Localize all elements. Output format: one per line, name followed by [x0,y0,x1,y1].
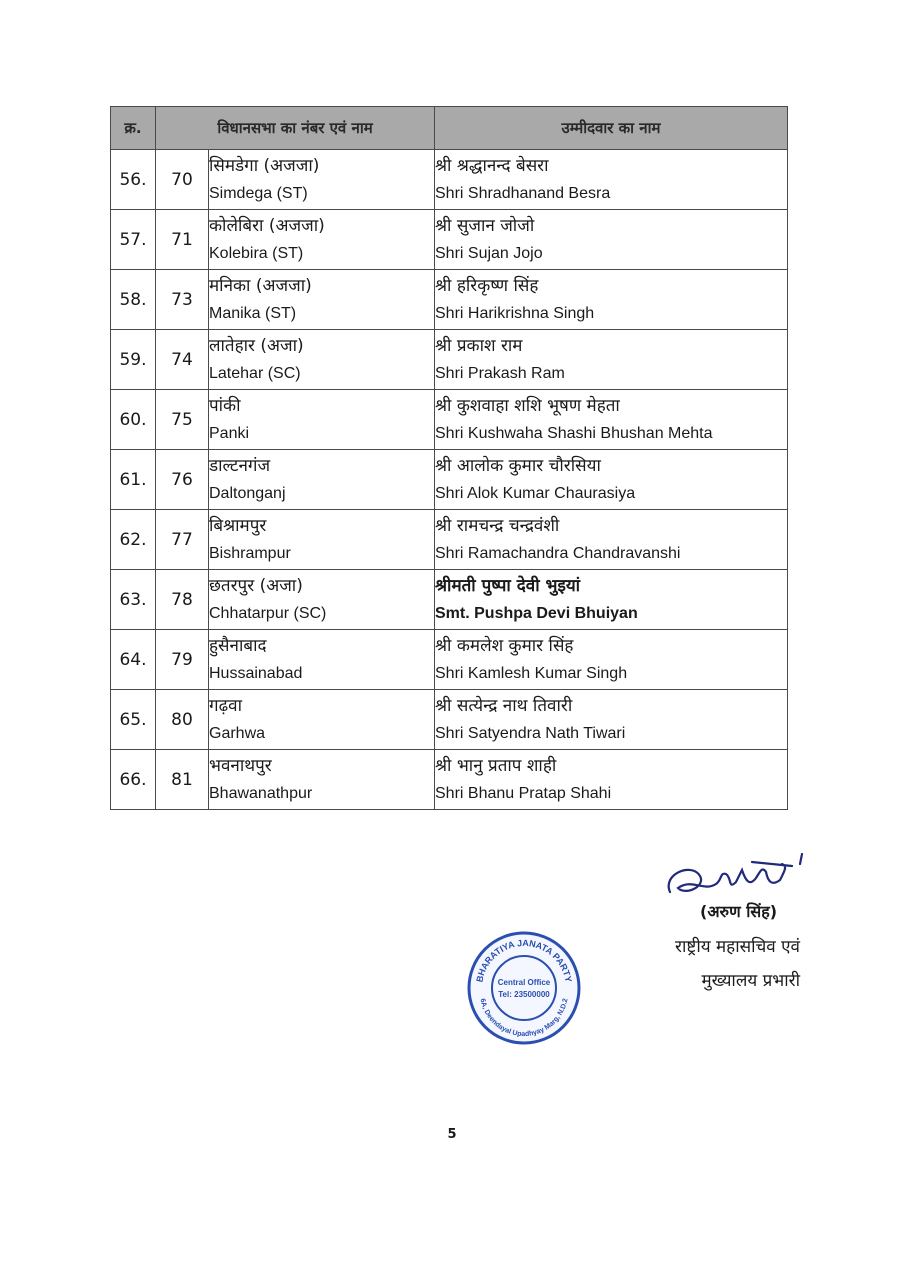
candidate-cell [435,210,788,270]
signatory-name: (अरुण सिंह) [700,902,778,921]
party-seal [464,928,584,1052]
ac-number-cell: 77 [156,510,209,570]
header-serial: क्र. [111,107,156,150]
designation-line-2: मुख्यालय प्रभारी [701,971,800,991]
constituency-english: Kolebira (ST) [209,244,304,262]
ac-number-cell: 80 [156,690,209,750]
serial-cell: 60. [111,390,156,450]
candidate-hindi: श्री कमलेश कुमार सिंह [435,635,574,656]
candidate-english: Smt. Pushpa Devi Bhuiyan [435,604,638,622]
candidate-hindi: श्री हरिकृष्ण सिंह [435,275,539,296]
candidate-english: Shri Prakash Ram [435,364,565,382]
candidate-cell [435,270,788,330]
table-row [111,690,788,750]
constituency-hindi: कोलेबिरा (अजजा) [209,215,325,236]
ac-number-cell: 76 [156,450,209,510]
constituency-english: Simdega (ST) [209,184,308,202]
candidate-hindi: श्री प्रकाश राम [435,335,523,356]
constituency-english: Hussainabad [209,664,303,682]
serial-cell: 65. [111,690,156,750]
constituency-hindi: डाल्टनगंज [209,455,271,476]
constituency-english: Bishrampur [209,544,291,562]
constituency-cell [209,630,435,690]
candidate-cell [435,570,788,630]
ac-number-cell: 79 [156,630,209,690]
constituency-hindi: बिश्रामपुर [209,515,267,536]
constituency-hindi: छतरपुर (अजा) [209,575,303,596]
candidate-cell [435,450,788,510]
seal-office: Central Office [497,978,551,987]
candidate-english: Shri Ramachandra Chandravanshi [435,544,681,562]
candidate-english: Shri Harikrishna Singh [435,304,595,322]
serial-cell: 56. [111,150,156,210]
ac-number-cell: 73 [156,270,209,330]
seal-outer-text: BHARATIYA JANATA PARTY [474,937,574,984]
candidate-english: Shri Kushwaha Shashi Bhushan Mehta [435,424,713,442]
constituency-hindi: गढ़वा [209,695,242,716]
constituency-cell [209,330,435,390]
ac-number-cell: 71 [156,210,209,270]
table-row [111,750,788,810]
candidate-hindi: श्री सत्येन्द्र नाथ तिवारी [435,695,573,716]
candidate-english: Shri Satyendra Nath Tiwari [435,724,626,742]
constituency-hindi: हुसैनाबाद [209,635,267,656]
table-row [111,210,788,270]
serial-cell: 66. [111,750,156,810]
candidate-english: Shri Shradhanand Besra [435,184,611,202]
candidate-hindi: श्री कुशवाहा शशि भूषण मेहता [435,395,620,416]
constituency-hindi: लातेहार (अजा) [209,335,304,356]
constituency-cell [209,450,435,510]
table-body [111,150,788,810]
ac-number-cell: 78 [156,570,209,630]
candidate-cell [435,630,788,690]
serial-cell: 61. [111,450,156,510]
candidate-cell [435,390,788,450]
serial-cell: 57. [111,210,156,270]
constituency-cell [209,510,435,570]
constituency-cell [209,270,435,330]
page-number: 5 [447,1127,457,1142]
candidate-hindi: श्री भानु प्रताप शाही [435,755,557,776]
constituency-hindi: पांकी [209,395,241,416]
ac-number-cell: 70 [156,150,209,210]
serial-cell: 59. [111,330,156,390]
header-assembly: विधानसभा का नंबर एवं नाम [156,107,435,150]
ac-number-cell: 75 [156,390,209,450]
table-row [111,570,788,630]
table-row [111,630,788,690]
candidate-cell [435,330,788,390]
seal-address-text: 6A, Deendayal Upadhyay Marg, N.D.2 [478,997,570,1039]
constituency-english: Latehar (SC) [209,364,301,382]
table-header-row [111,107,788,150]
constituency-hindi: मनिका (अजजा) [209,275,312,296]
constituency-cell [209,210,435,270]
ac-number-cell: 74 [156,330,209,390]
candidate-cell [435,510,788,570]
constituency-english: Chhatarpur (SC) [209,604,327,622]
constituency-hindi: सिमडेगा (अजजा) [209,155,320,176]
serial-cell: 62. [111,510,156,570]
constituency-english: Daltonganj [209,484,286,502]
constituency-cell [209,690,435,750]
signatory-designation [600,930,800,998]
header-candidate: उम्मीदवार का नाम [435,107,788,150]
constituency-cell [209,150,435,210]
candidate-cell [435,690,788,750]
seal-phone: Tel: 23500000 [498,990,550,999]
candidate-english: Shri Kamlesh Kumar Singh [435,664,628,682]
constituency-english: Panki [209,424,250,442]
candidate-english: Shri Alok Kumar Chaurasiya [435,484,636,502]
table-row [111,450,788,510]
constituency-english: Bhawanathpur [209,784,313,802]
table-row [111,510,788,570]
serial-cell: 58. [111,270,156,330]
table-row [111,150,788,210]
serial-cell: 64. [111,630,156,690]
candidate-hindi: श्री आलोक कुमार चौरसिया [435,455,601,476]
candidate-english: Shri Sujan Jojo [435,244,543,262]
constituency-cell [209,750,435,810]
serial-cell: 63. [111,570,156,630]
candidate-hindi: श्री रामचन्द्र चन्द्रवंशी [435,515,560,536]
designation-line-1: राष्ट्रीय महासचिव एवं [675,937,800,957]
candidate-hindi: श्री श्रद्धानन्द बेसरा [435,155,549,176]
candidate-cell [435,150,788,210]
table-row [111,390,788,450]
constituency-hindi: भवनाथपुर [209,755,272,776]
candidate-english: Shri Bhanu Pratap Shahi [435,784,612,802]
constituency-english: Garhwa [209,724,266,742]
table-row [111,270,788,330]
constituency-cell [209,570,435,630]
candidate-table [110,106,788,810]
table-row [111,330,788,390]
constituency-cell [209,390,435,450]
candidate-hindi: श्रीमती पुष्पा देवी भुइयां [435,575,581,596]
candidate-hindi: श्री सुजान जोजो [435,215,535,236]
constituency-english: Manika (ST) [209,304,297,322]
ac-number-cell: 81 [156,750,209,810]
candidate-cell [435,750,788,810]
